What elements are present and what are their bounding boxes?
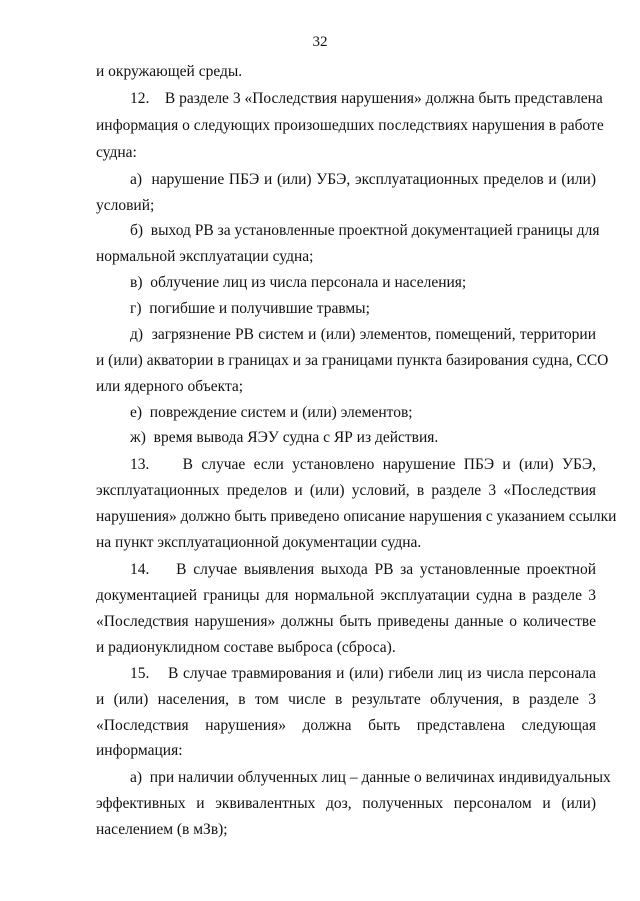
paragraph-13-line-2: эксплуатационных пределов и (или) условий, в разделе 3 «Последствия [96,482,596,499]
list-item-a-line-1: а) нарушение ПБЭ и (или) УБЭ, эксплуатационных пределов и (или) [130,171,596,188]
page-number: 32 [312,34,328,50]
paragraph-14-line-1: 14. В случае выявления выхода РВ за установленные проектной [130,561,596,578]
paragraph-14-line-2: документацией границы для нормальной эксплуатации судна в разделе 3 [96,587,596,604]
paragraph-14-line-3: «Последствия нарушения» должны быть приведены данные о количестве [96,613,596,630]
list-item-a2-line-2: эффективных и эквивалентных доз, полученных персоналом и (или) [96,795,596,812]
list-item-d-line-3: или ядерного объекта; [96,378,244,395]
paragraph-15-line-4: информация: [96,742,183,759]
list-item-a-line-2: условий; [96,197,155,214]
paragraph-13-line-4: на пункт эксплуатационной документации судна. [96,534,422,551]
list-item-b-line-1: б) выход РВ за установленные проектной документацией границы для [130,222,600,239]
paragraph-15-line-3: «Последствия нарушения» должна быть представлена следующая [96,717,596,734]
list-item-b-line-2: нормальной эксплуатации судна; [96,248,314,265]
paragraph-13-line-1: 13. В случае если установлено нарушение ПБЭ и (или) УБЭ, [130,456,596,473]
paragraph-12-line-3: судна: [96,144,137,161]
list-item-d-line-2: и (или) акватории в границах и за границами пункта базирования судна, ССО [96,352,609,369]
list-item-e: е) повреждение систем и (или) элементов; [130,404,413,421]
list-item-a2-line-1: а) при наличии облученных лиц – данные о величинах индивидуальных [130,769,611,786]
list-item-g: г) погибшие и получившие травмы; [130,300,370,317]
list-item-d-line-1: д) загрязнение РВ систем и (или) элементов, помещений, территории [130,326,596,343]
list-item-v: в) облучение лиц из числа персонала и населения; [130,274,467,291]
list-item-zh: ж) время вывода ЯЭУ судна с ЯР из действия. [130,429,439,446]
paragraph-15-line-2: и (или) населения, в том числе в результате облучения, в разделе 3 [96,691,596,708]
paragraph-13-line-3: нарушения» должно быть приведено описание нарушения с указанием ссылки [96,508,617,525]
text-line: и окружающей среды. [96,63,243,80]
paragraph-12-line-2: информация о следующих произошедших последствиях нарушения в работе [96,117,604,134]
paragraph-14-line-4: и радионуклидном составе выброса (сброса). [96,639,396,656]
list-item-a2-line-3: населением (в мЗв); [96,821,228,838]
paragraph-15-line-1: 15. В случае травмирования и (или) гибели лиц из числа персонала [130,665,596,682]
paragraph-12-line-1: 12. В разделе 3 «Последствия нарушения» должна быть представлена [130,90,603,107]
